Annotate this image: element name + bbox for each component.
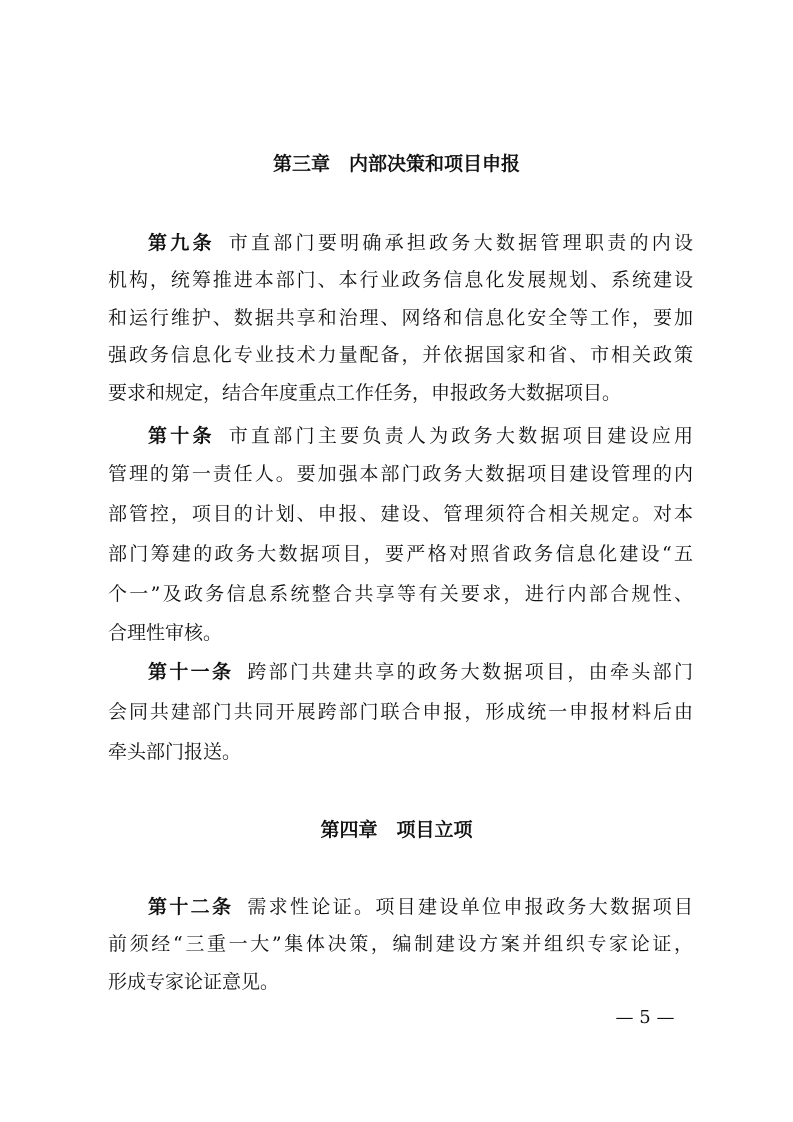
article-9-label: 第九条 [148, 232, 215, 254]
article-10-line: 管理的第一责任人。要加强本部门政务大数据项目建设管理的内 [108, 463, 693, 485]
article-12-line [148, 895, 693, 919]
article-12-line: 前须经“三重一大”集体决策，编制建设方案并组织专家论证， [108, 933, 693, 955]
article-12-line: 形成专家论证意见。 [108, 971, 280, 993]
article-10-line: 部管控，项目的计划、申报、建设、管理须符合相关规定。对本 [108, 503, 693, 525]
page-number: — 5 — [615, 1007, 675, 1028]
article-11-line: 牵头部门报送。 [108, 741, 242, 763]
article-10-line: 部门筹建的政务大数据项目，要严格对照省政务信息化建设“五 [108, 543, 693, 565]
article-9-line [148, 231, 693, 255]
article-10-label: 第十条 [148, 425, 215, 447]
article-11-text: 跨部门共建共享的政务大数据项目，由牵头部门 [247, 661, 693, 683]
article-12-text: 需求性论证。项目建设单位申报政务大数据项目 [247, 896, 693, 918]
article-9-line: 和运行维护、数据共享和治理、网络和信息化安全等工作，要加 [108, 307, 693, 329]
article-9-text: 市直部门要明确承担政务大数据管理职责的内设 [228, 232, 693, 254]
article-9-line: 机构，统筹推进本部门、本行业政务信息化发展规划、系统建设 [108, 269, 693, 291]
article-10-text: 市直部门主要负责人为政务大数据项目建设应用 [228, 425, 693, 447]
article-9-line: 强政务信息化专业技术力量配备，并依据国家和省、市相关政策 [108, 344, 693, 366]
chapter-4-heading: 第四章 项目立项 [320, 819, 473, 841]
article-9-line: 要求和规定，结合年度重点工作任务，申报政务大数据项目。 [108, 382, 622, 404]
article-12-label: 第十二条 [148, 896, 234, 918]
article-10-line: 个一”及政务信息系统整合共享等有关要求，进行内部合规性、 [108, 583, 693, 605]
article-11-label: 第十一条 [148, 661, 234, 683]
chapter-3-heading: 第三章 内部决策和项目申报 [272, 153, 520, 175]
article-11-line [148, 660, 693, 684]
article-10-line [148, 424, 693, 448]
article-10-line: 合理性审核。 [108, 622, 223, 644]
article-11-line: 会同共建部门共同开展跨部门联合申报，形成统一申报材料后由 [108, 701, 693, 723]
